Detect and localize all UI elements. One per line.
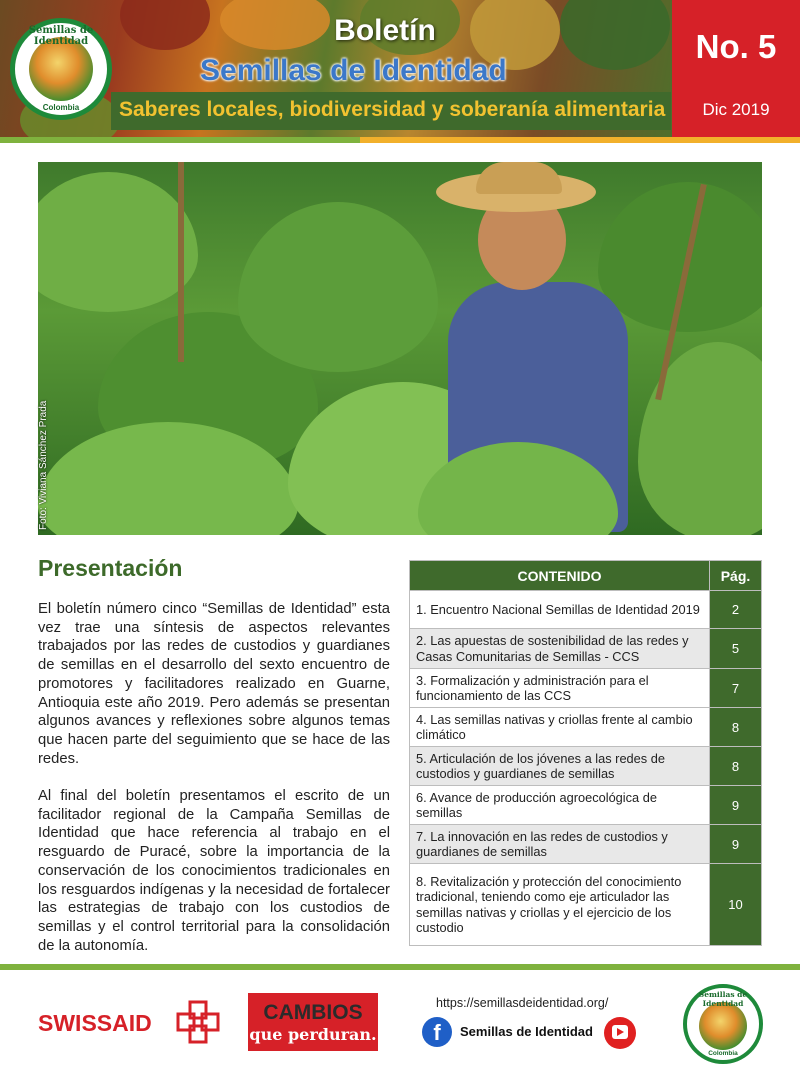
contents-row[interactable]: [410, 629, 762, 669]
issue-number: No. 5: [695, 28, 777, 65]
contents-item-page: 9: [710, 786, 762, 825]
facebook-icon[interactable]: f: [422, 1017, 452, 1047]
facebook-label[interactable]: Semillas de Identidad: [460, 1024, 593, 1039]
contents-item-page: 8: [710, 708, 762, 747]
section-title: Presentación: [38, 555, 183, 581]
contents-header: [410, 561, 762, 591]
contents-item-title: 2. Las apuestas de sostenibilidad de las redes y Casas Comunitarias de Semillas - CCS: [410, 629, 710, 669]
contents-item-title: 3. Formalización y administración para el funcionamiento de las CCS: [410, 669, 710, 708]
contents-item-title: 5. Articulación de los jóvenes a las redes de custodios y guardianes de semillas: [410, 747, 710, 786]
contents-row[interactable]: [410, 669, 762, 708]
contents-item-page: 9: [710, 825, 762, 864]
contents-row[interactable]: [410, 591, 762, 629]
photo-credit: Foto: Viviana Sánchez Prada: [38, 400, 49, 530]
contents-item-page: 2: [710, 591, 762, 629]
contents-item-page: 10: [710, 864, 762, 946]
intro-paragraph-2: Al final del boletín presentamos el escrito de un facilitador regional de la Campaña Semillas de Identidad que hace referencia al trabajo en el resguardo de Puracé, sobre la importancia de la conservación de los conocimientos tradicionales en los resguardos indígenas y la necesidad de fortalecer las estrategias de trabajo con los custodios de semillas y el control territorial para la consolidación de la autonomía.: [38, 788, 390, 954]
cambios-logo-title: CAMBIOS: [263, 1001, 363, 1024]
contents-item-page: 5: [710, 629, 762, 669]
tagline: Saberes locales, biodiversidad y soberanía alimentaria: [119, 98, 666, 121]
masthead: [0, 0, 800, 137]
contents-item-title: 6. Avance de producción agroecológica de semillas: [410, 786, 710, 825]
bulletin-subtitle: Semillas de Identidad: [200, 54, 507, 87]
swissaid-logo: SWISSAID: [38, 1010, 152, 1036]
farmer-photo: [38, 162, 762, 535]
header-divider: [0, 137, 800, 143]
cambios-logo-subtitle: que perduran.: [249, 1025, 377, 1044]
footer-logo-text: Semillas de Identidad: [698, 990, 748, 1008]
contents-row[interactable]: [410, 786, 762, 825]
logo-emblem-icon: [699, 1002, 747, 1050]
footer-logo-country: Colombia: [708, 1050, 738, 1057]
contents-item-page: 8: [710, 747, 762, 786]
contents-row[interactable]: [410, 825, 762, 864]
contents-title: CONTENIDO: [410, 561, 710, 591]
semillas-footer-logo: [683, 984, 763, 1064]
contents-item-page: 7: [710, 669, 762, 708]
contents-row[interactable]: [410, 708, 762, 747]
contents-row[interactable]: [410, 864, 762, 946]
footer-divider: [0, 964, 800, 970]
bulletin-title: Boletín: [334, 14, 436, 47]
contents-row[interactable]: [410, 747, 762, 786]
website-link[interactable]: https://semillasdeidentidad.org/: [436, 996, 609, 1010]
contents-item-title: 4. Las semillas nativas y criollas frente al cambio climático: [410, 708, 710, 747]
logo-text: Semillas de Identidad: [28, 25, 94, 47]
contents-table: [409, 560, 762, 946]
contents-item-title: 8. Revitalización y protección del conocimiento tradicional, teniendo como eje articulador las semillas nativas y criollas y el ejercicio de los custodio: [410, 864, 710, 946]
issue-date: Dic 2019: [702, 100, 770, 119]
contents-item-title: 1. Encuentro Nacional Semillas de Identidad 2019: [410, 591, 710, 629]
contents-page-header: Pág.: [710, 561, 762, 591]
contents-item-title: 7. La innovación en las redes de custodios y guardianes de semillas: [410, 825, 710, 864]
intro-paragraph: El boletín número cinco “Semillas de Identidad” esta vez trae una síntesis de aspectos relevantes trabajados por las redes de custodios y guardianes de semillas en el desarrollo del sexto encuentro de promotores y facilitadores realizado en Guarne, Antioquia este año 2019. Pero además se presentan algunos avances y reflexiones sobre algunos temas que hacen parte del seguimiento que se hace de las redes.: [38, 601, 390, 767]
logo-country: Colombia: [42, 103, 80, 112]
swissaid-cross-icon: [176, 1000, 220, 1044]
